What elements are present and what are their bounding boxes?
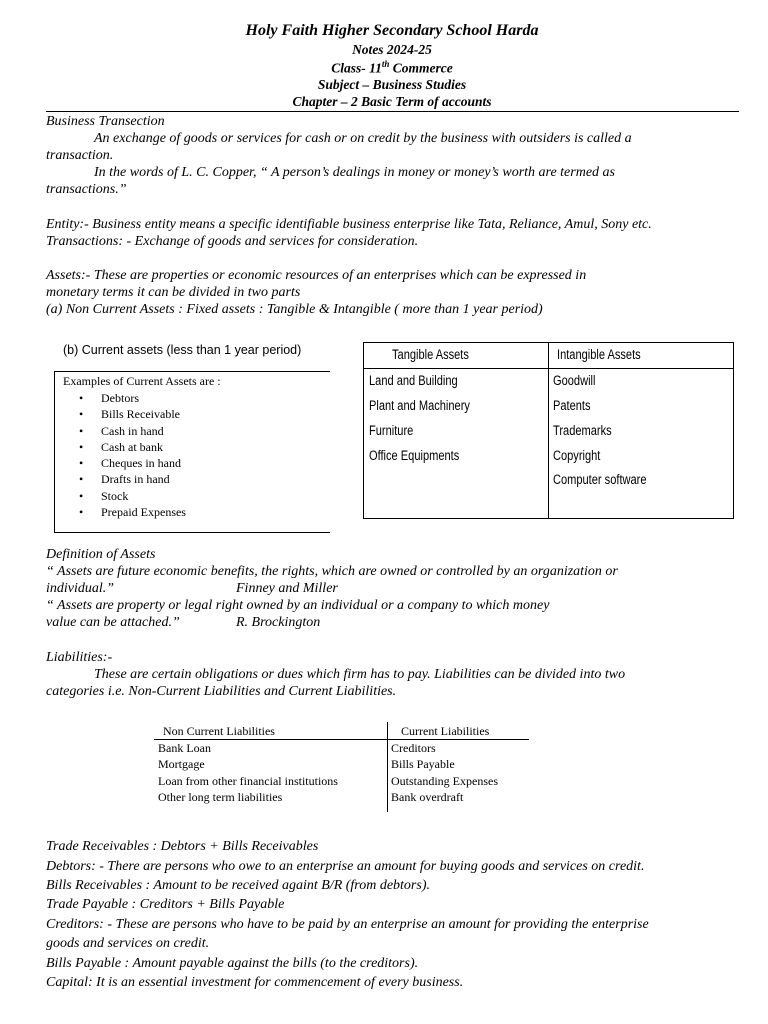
bt-line-1: An exchange of goods or services for cash or on credit by the business with outsiders is called a [94,131,632,146]
table-cell: Mortgage [158,757,205,771]
definition-author-2: R. Brockington [236,615,321,630]
table-cell: Creditors [391,741,436,755]
assets-line-2: monetary terms it can be divided in two parts [46,285,301,300]
list-item: • Prepaid Expenses [63,504,186,520]
business-transaction-heading: Business Transection [46,114,165,129]
table-cell: Bank Loan [158,741,211,755]
assets-line-1: Assets:- These are properties or economic resources of an enterprises which can be expressed in [46,268,587,283]
list-item: • Stock [63,488,186,504]
bills-receivables: Bills Receivables : Amount to be received againt B/R (from debtors). [46,878,430,893]
table-cell: Copyright [553,448,601,463]
liabilities-heading: Liabilities:- [46,650,113,665]
list-item: • Cheques in hand [63,455,186,471]
definition-quote-1: “ Assets are future economic benefits, the rights, which are owned or controlled by an organization or [46,564,618,579]
table-cell: Office Equipments [369,448,460,463]
definition-author-1: Finney and Miller [236,581,338,596]
header-divider [46,111,739,112]
current-assets-title: (b) Current assets (less than 1 year period) [63,343,302,357]
class-suffix: Commerce [389,60,453,76]
list-item: • Debtors [63,390,186,406]
bt-line-3: In the words of L. C. Copper, “ A person’s dealings in money or money’s worth are termed as [94,165,615,180]
non-current-header: Non Current Liabilities [163,724,275,738]
class-line [0,59,768,77]
class-sup: th [381,59,390,69]
table-cell: Land and Building [369,373,458,388]
school-name: Holy Faith Higher Secondary School Harda [245,22,539,39]
debtors-definition: Debtors: - There are persons who owe to an enterprise an amount for buying goods and services on credit. [46,859,645,874]
subject-line: Subject – Business Studies [317,77,467,92]
list-item: • Drafts in hand [63,471,186,487]
table-cell: Goodwill [553,373,596,388]
liabilities-column-rule [387,722,388,812]
creditors-definition-cont: goods and services on credit. [46,936,210,951]
liabilities-table [154,722,529,812]
table-cell: Trademarks [553,423,612,438]
liabilities-header-rule [154,739,529,740]
trade-receivables: Trade Receivables : Debtors + Bills Receivables [46,839,319,854]
bills-payable: Bills Payable : Amount payable against the bills (to the creditors). [46,956,419,971]
current-assets-list [63,390,186,520]
bt-line-2: transaction. [46,148,114,163]
definition-quote-2: “ Assets are property or legal right owned by an individual or a company to which money [46,598,550,613]
current-header: Current Liabilities [401,724,490,738]
table-cell: Computer software [553,472,647,487]
table-column-divider [548,343,549,518]
table-cell: Outstanding Expenses [391,774,498,788]
list-item: • Cash at bank [63,439,186,455]
entity-definition: Entity:- Business entity means a specific identifiable business enterprise like Tata, Reliance, Amul, Sony etc. [46,217,652,232]
current-assets-box [54,371,330,533]
definition-quote-2b: value can be attached.” [46,615,180,630]
capital-definition: Capital: It is an essential investment for commencement of every business. [46,975,464,990]
intangible-header: Intangible Assets [557,347,641,362]
list-item: • Bills Receivable [63,406,186,422]
transactions-definition: Transactions: - Exchange of goods and services for consideration. [46,234,419,249]
table-cell: Loan from other financial institutions [158,774,338,788]
definition-heading: Definition of Assets [46,547,156,562]
liabilities-line-2: categories i.e. Non-Current Liabilities and Current Liabilities. [46,684,397,699]
table-cell: Patents [553,398,591,413]
tangible-header: Tangible Assets [392,347,469,362]
creditors-definition: Creditors: - These are persons who have to be paid by an enterprise an amount for providing the enterprise [46,917,649,932]
list-item: • Cash in hand [63,423,186,439]
liabilities-line-1: These are certain obligations or dues which firm has to pay. Liabilities can be divided into two [94,667,626,682]
table-cell: Other long term liabilities [158,790,283,804]
trade-payable: Trade Payable : Creditors + Bills Payable [46,897,285,912]
chapter-title: Chapter – 2 Basic Term of accounts [292,94,492,109]
bt-line-4: transactions.” [46,182,127,197]
table-cell: Plant and Machinery [369,398,470,413]
table-cell: Furniture [369,423,414,438]
fixed-assets-table [363,342,734,519]
table-cell: Bank overdraft [391,790,464,804]
class-prefix: Class- 11 [331,60,382,76]
notes-year: Notes 2024-25 [352,42,432,57]
definition-quote-1b: individual.” [46,581,115,596]
current-assets-intro: Examples of Current Assets are : [63,374,221,388]
assets-line-3: (a) Non Current Assets : Fixed assets : Tangible & Intangible ( more than 1 year period) [46,302,543,317]
table-cell: Bills Payable [391,757,455,771]
